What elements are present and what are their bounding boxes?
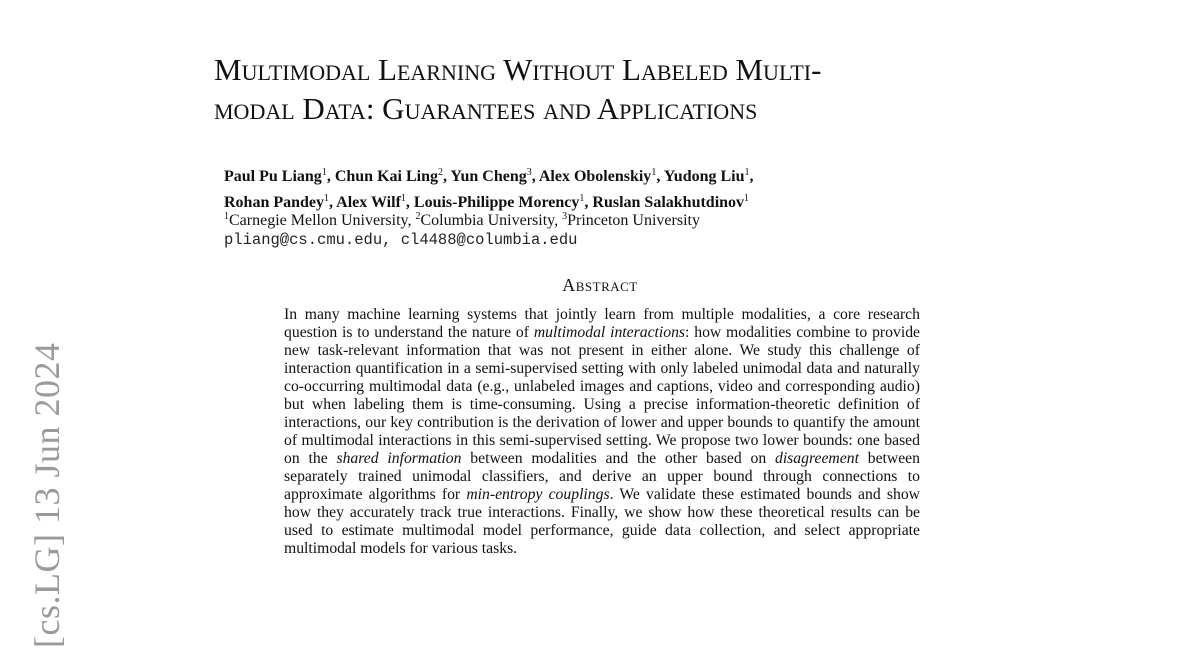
author-name: Ruslan Salakhutdinov <box>592 194 745 211</box>
author-affiliation-mark: 1 <box>579 193 585 204</box>
title-line-2: modal Data: Guarantees and Applications <box>214 91 758 126</box>
affiliation-number: 1 <box>224 211 229 222</box>
author-name: Chun Kai Ling <box>334 168 438 185</box>
author-affiliation-mark: 1 <box>324 193 330 204</box>
author-name: Alex Wilf <box>336 194 401 211</box>
affiliation-number: 2 <box>415 211 421 222</box>
abstract-body <box>284 306 920 558</box>
abstract-text: between modalities and the other based on <box>461 450 775 467</box>
abstract-emphasis: disagreement <box>774 450 859 467</box>
author-name: Alex Obolenskiy <box>538 168 652 185</box>
author-affiliation-mark: 1 <box>744 167 750 178</box>
author-list: Paul Pu Liang$^1$, Chun Kai Ling$^2$, Yun Cheng$^3$, Alex Obolenskiy$^1$, Yudong Liu$^1$, Rohan Pandey$^1$, Alex Wilf$^1$, Louis-Philippe Morency$^1$, Ruslan Salakhutdinov$^1$ <box>224 167 754 211</box>
affiliation-name: Carnegie Mellon University <box>229 212 408 229</box>
author-name: Yun Cheng <box>450 168 527 185</box>
affiliation-name: Princeton University <box>567 212 700 229</box>
arxiv-id-text: [cs.LG] 13 Jun 2024 <box>27 342 67 648</box>
author-affiliation-mark: 1 <box>400 193 406 204</box>
paper-title <box>214 50 1014 128</box>
author-name: Rohan Pandey <box>224 194 325 211</box>
abstract-emphasis: shared information <box>336 450 462 467</box>
abstract-text: In many machine learning systems that jointly learn from multiple modalities, a core research question is to understand the nature of <box>284 306 920 341</box>
abstract-emphasis: min-entropy couplings <box>466 486 610 503</box>
author-emails: pliang@cs.cmu.edu, cl4488@columbia.edu <box>224 231 578 249</box>
abstract-emphasis: multimodal interactions <box>533 324 686 341</box>
affiliation-number: 3 <box>562 211 568 222</box>
author-name: Yudong Liu <box>663 168 745 185</box>
author-affiliation-mark: 1 <box>744 193 750 204</box>
abstract-text: between separately trained unimodal classifiers, and derive an upper bound through connections to approximate algorithms for <box>284 450 920 503</box>
author-affiliation-mark: 2 <box>437 167 443 178</box>
author-name: Louis-Philippe Morency <box>413 194 580 211</box>
abstract-heading: Abstract <box>562 275 638 295</box>
affiliation-list: $^1$Carnegie Mellon University, $^2$Columbia University, $^3$Princeton University <box>224 211 700 229</box>
abstract-text: . We validate these estimated bounds and show how they accurately track true interactions. Finally, we show how these theoretical results can be used to estimate multimodal model performance, guide data collection, and select appropriate multimodal models for various tasks. <box>284 486 920 557</box>
author-affiliation-mark: 3 <box>526 167 532 178</box>
author-name: Paul Pu Liang <box>224 168 322 185</box>
affiliation-name: Columbia University <box>420 212 555 229</box>
title-line-1: Multimodal Learning Without Labeled Multi- <box>214 52 822 87</box>
abstract-text: : how modalities combine to provide new task-relevant information that was not present in either alone. We study this challenge of interaction quantification in a semi-supervised setting with only labeled unimodal data and naturally co-occurring multimodal data (e.g., unlabeled images and captions, video and corresponding audio) but when labeling them is time-consuming. Using a precise information-theoretic definition of interactions, our key contribution is the derivation of lower and upper bounds to quantify the amount of multimodal interactions in this semi-supervised setting. We propose two lower bounds: one based on the <box>284 324 920 467</box>
arxiv-sidebar-label <box>27 318 67 648</box>
author-affiliation-mark: 1 <box>651 167 657 178</box>
author-affiliation-mark: 1 <box>321 167 327 178</box>
